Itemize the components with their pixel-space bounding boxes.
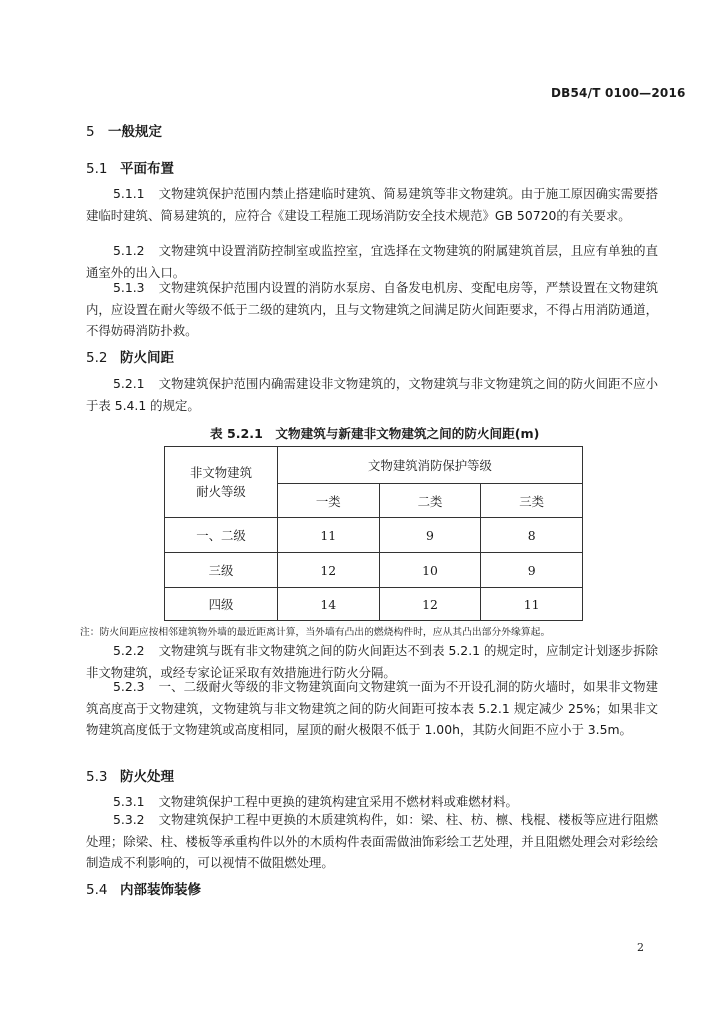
clause-text: 文物建筑与既有非文物建筑之间的防火间距达不到表 5.2.1 的规定时，应制定计划逐步拆除非文物建筑，或经专家论证采取有效措施进行防火分隔。 bbox=[86, 643, 658, 680]
section-heading-5-3 bbox=[86, 765, 174, 785]
table-note: 注：防火间距应按相邻建筑物外墙的最近距离计算，当外墙有凸出的燃烧构件时，应从其凸出部分外缘算起。 bbox=[80, 627, 551, 638]
section-number: 5.3 bbox=[86, 769, 108, 785]
chapter-heading bbox=[86, 120, 162, 140]
clause-number: 5.1.3 bbox=[113, 280, 145, 295]
section-title: 平面布置 bbox=[120, 161, 174, 177]
clause-text: 一、二级耐火等级的非文物建筑面向文物建筑一面为不开设孔洞的防火墙时，如果非文物建筑高度高于文物建筑，文物建筑与非文物建筑之间的防火间距可按本表 5.2.1 规定减少 25%；如果非文物建筑高度低于文物建筑或高度相同，屋顶的耐火极限不低于 1.00h，其防火间距不应小于 3.5m。 bbox=[86, 679, 658, 737]
clause-number: 5.1.1 bbox=[113, 186, 145, 201]
chapter-number: 5 bbox=[86, 124, 95, 140]
clause-text: 文物建筑保护工程中更换的木质建筑构件，如：梁、柱、枋、檩、栈棍、楼板等应进行阻燃处理；除梁、柱、楼板等承重构件以外的木质构件表面需做油饰彩绘工艺处理，并且阻燃处理会对彩绘绘制造成不利影响的，可以视情不做阻燃处理。 bbox=[86, 812, 658, 870]
section-title: 内部装饰装修 bbox=[120, 882, 201, 898]
table-row bbox=[165, 518, 583, 553]
table-caption: 表 5.2.1 文物建筑与新建非文物建筑之间的防火间距(m) bbox=[210, 426, 540, 441]
clause-number: 5.3.1 bbox=[113, 794, 145, 809]
row-header-line2: 耐火等级 bbox=[196, 484, 246, 499]
table-cell: 11 bbox=[278, 518, 380, 553]
table-cell: 9 bbox=[379, 518, 481, 553]
clause-text: 文物建筑保护范围内确需建设非文物建筑的，文物建筑与非文物建筑之间的防火间距不应小于表 5.4.1 的规定。 bbox=[86, 376, 658, 413]
clause-5-2-3 bbox=[86, 676, 658, 741]
clause-5-1-1 bbox=[86, 183, 658, 226]
clause-5-3-2 bbox=[86, 809, 658, 874]
clause-number: 5.2.3 bbox=[113, 679, 145, 694]
section-number: 5.4 bbox=[86, 882, 108, 898]
section-number: 5.2 bbox=[86, 350, 108, 366]
table-cell: 12 bbox=[379, 588, 481, 621]
clause-text: 文物建筑保护工程中更换的建筑构建宜采用不燃材料或难燃材料。 bbox=[158, 794, 518, 809]
table-cell: 10 bbox=[379, 553, 481, 588]
clause-5-1-3 bbox=[86, 277, 658, 342]
row-label: 三级 bbox=[165, 553, 278, 588]
page-number: 2 bbox=[637, 941, 644, 954]
clause-number: 5.3.2 bbox=[113, 812, 145, 827]
table-row bbox=[165, 588, 583, 621]
clause-number: 5.1.2 bbox=[113, 243, 145, 258]
section-heading-5-1 bbox=[86, 157, 174, 177]
table-cell: 14 bbox=[278, 588, 380, 621]
clause-number: 5.2.2 bbox=[113, 643, 145, 658]
section-number: 5.1 bbox=[86, 161, 108, 177]
table-cell: 9 bbox=[481, 553, 583, 588]
section-title: 防火间距 bbox=[120, 350, 174, 366]
clause-text: 文物建筑保护范围内设置的消防水泵房、自备发电机房、变配电房等，严禁设置在文物建筑内，应设置在耐火等级不低于二级的建筑内，且与文物建筑之间满足防火间距要求，不得占用消防通道，不得妨碍消防扑救。 bbox=[86, 280, 658, 338]
clause-number: 5.2.1 bbox=[113, 376, 145, 391]
table-cell: 11 bbox=[481, 588, 583, 621]
clause-text: 文物建筑中设置消防控制室或监控室，宜选择在文物建筑的附属建筑首层，且应有单独的直通室外的出入口。 bbox=[86, 243, 658, 280]
clause-5-2-1 bbox=[86, 373, 658, 416]
column-header: 二类 bbox=[379, 484, 481, 518]
row-header-cell bbox=[165, 447, 278, 518]
section-heading-5-4 bbox=[86, 878, 201, 898]
group-header: 文物建筑消防保护等级 bbox=[278, 447, 583, 484]
clause-text: 文物建筑保护范围内禁止搭建临时建筑、简易建筑等非文物建筑。由于施工原因确实需要搭建临时建筑、简易建筑的，应符合《建设工程施工现场消防安全技术规范》GB 50720的有关要求。 bbox=[86, 186, 658, 223]
table-row bbox=[165, 553, 583, 588]
table-cell: 8 bbox=[481, 518, 583, 553]
section-title: 防火处理 bbox=[120, 769, 174, 785]
standard-number: DB54/T 0100—2016 bbox=[551, 86, 686, 100]
row-label: 一、二级 bbox=[165, 518, 278, 553]
chapter-title: 一般规定 bbox=[108, 124, 162, 140]
table-cell: 12 bbox=[278, 553, 380, 588]
row-header-line1: 非文物建筑 bbox=[190, 465, 252, 480]
column-header: 三类 bbox=[481, 484, 583, 518]
column-header: 一类 bbox=[278, 484, 380, 518]
fire-distance-table bbox=[164, 446, 583, 621]
row-label: 四级 bbox=[165, 588, 278, 621]
section-heading-5-2 bbox=[86, 346, 174, 366]
